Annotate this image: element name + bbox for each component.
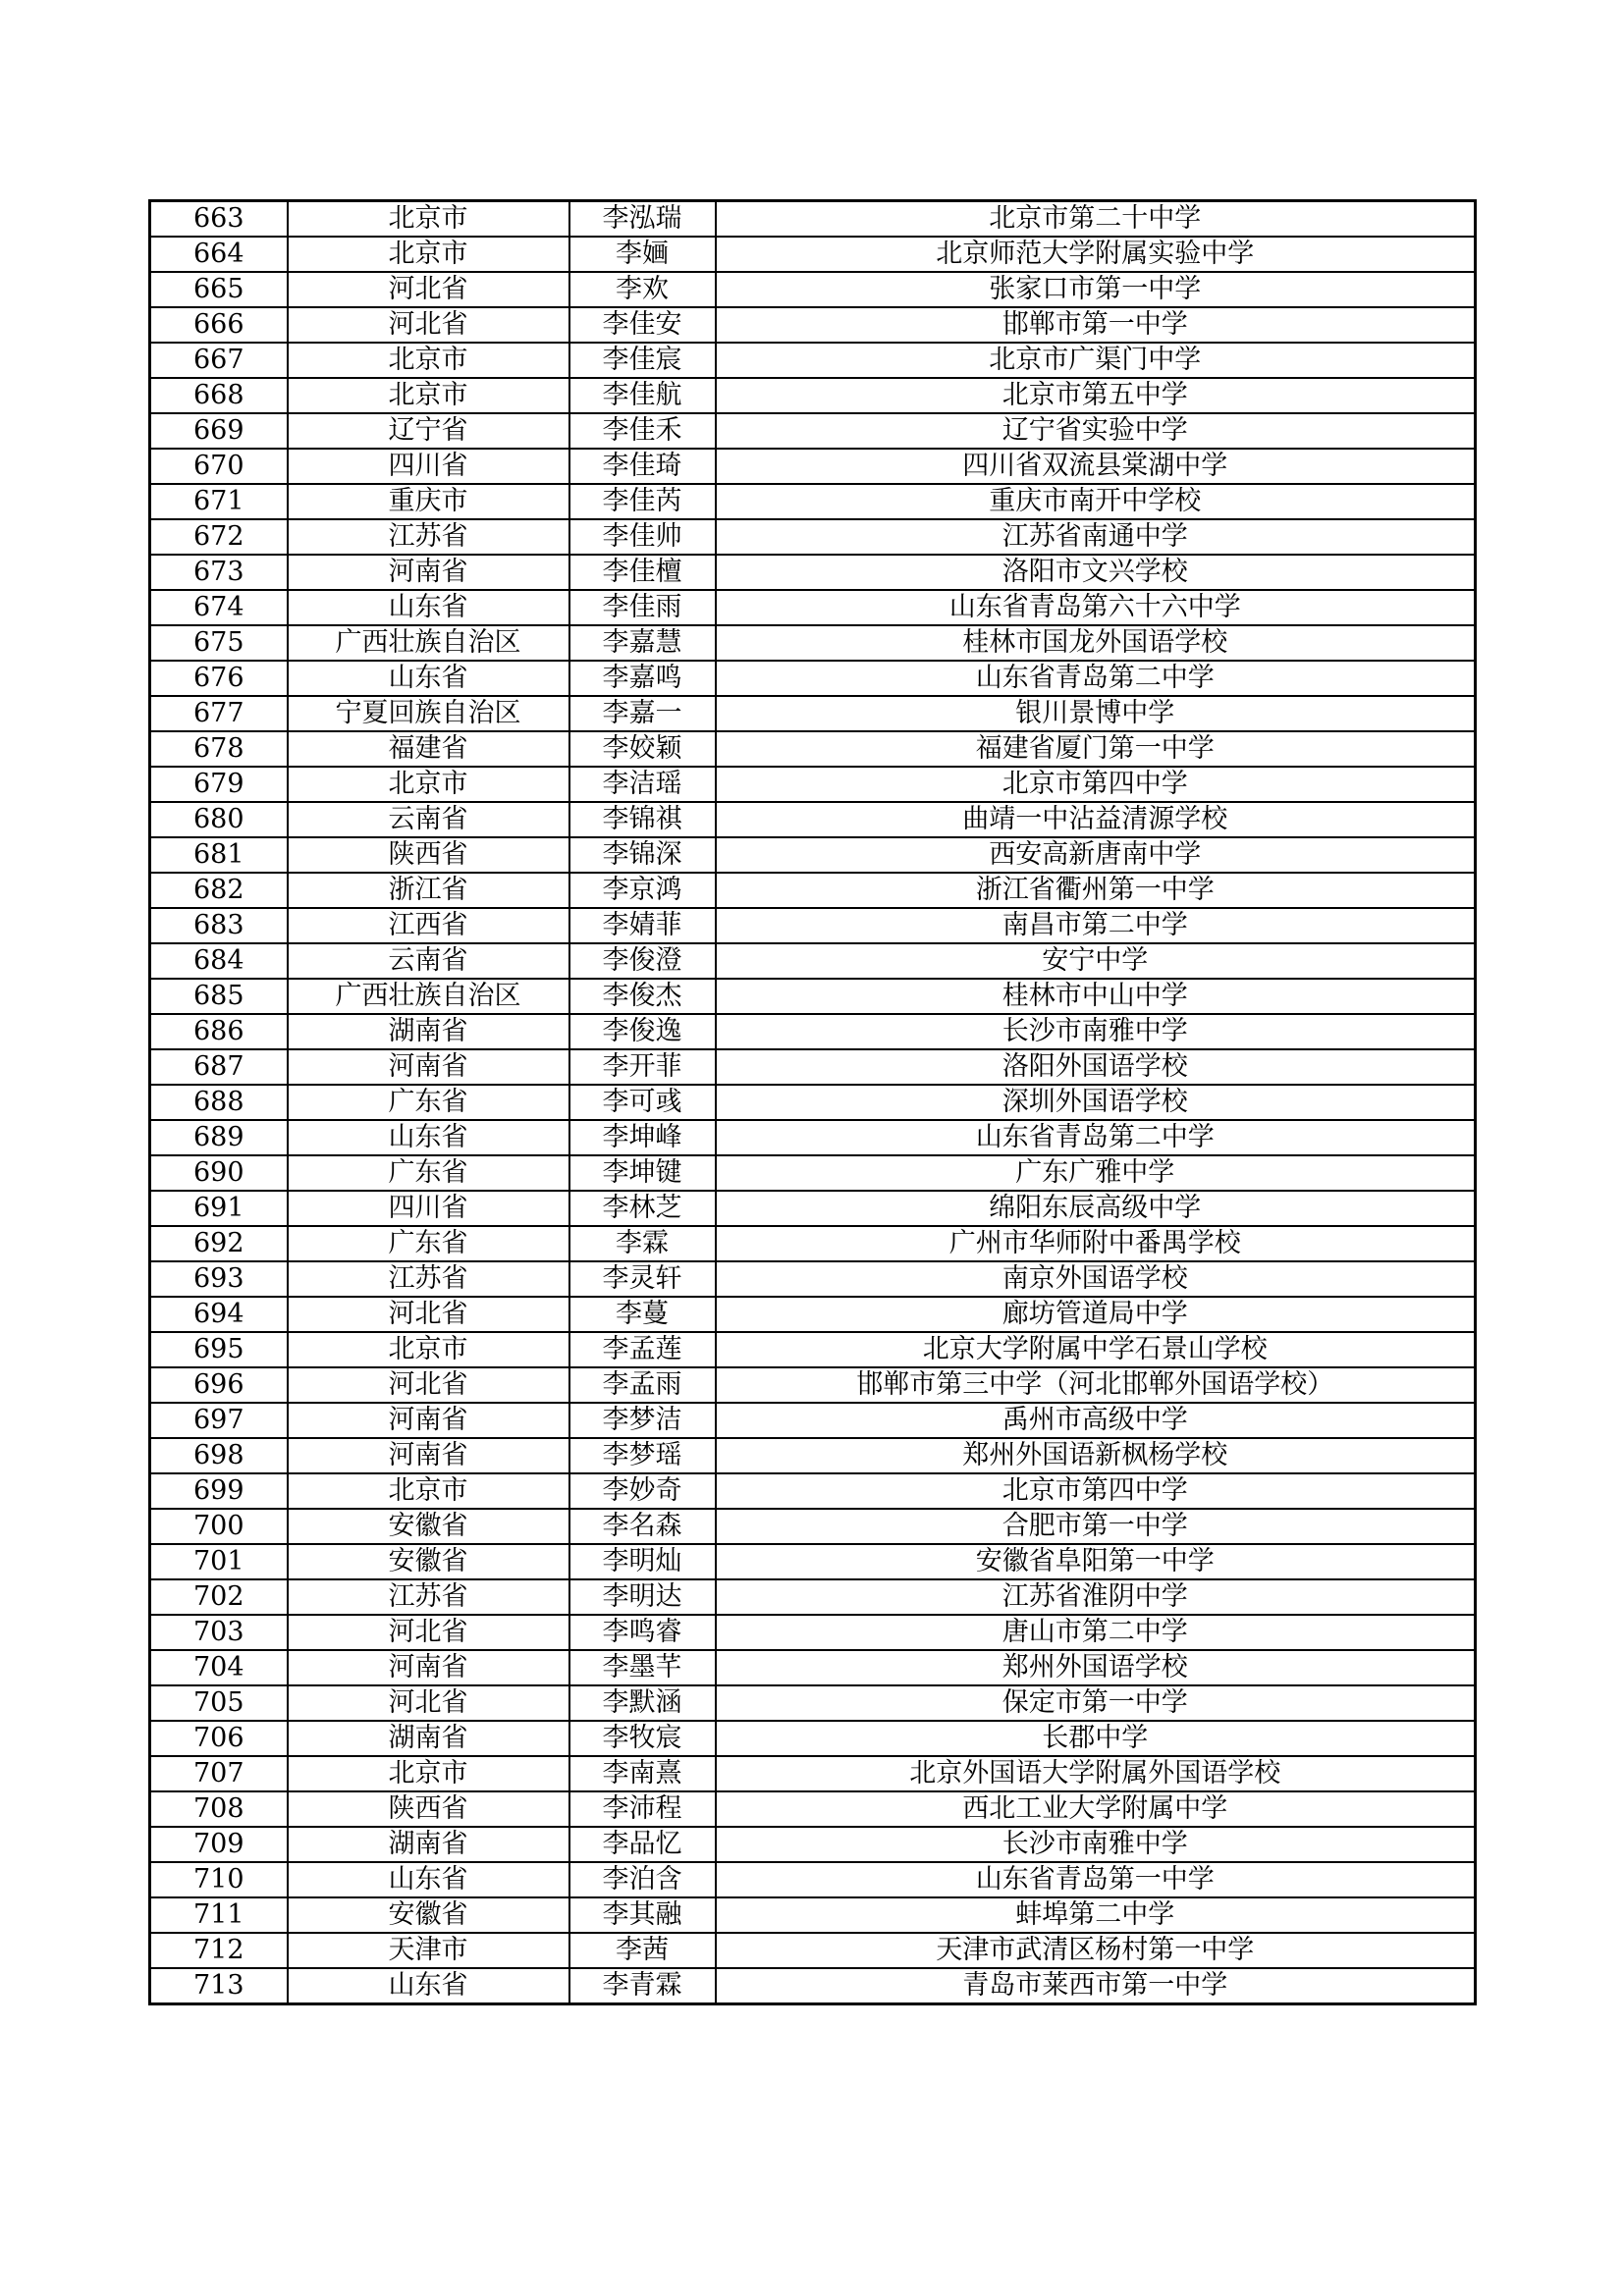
student-name-cell: 李佳芮 — [569, 484, 716, 519]
table-row — [150, 1650, 1476, 1685]
school-cell: 长沙市南雅中学 — [716, 1014, 1476, 1049]
school-cell: 唐山市第二中学 — [716, 1615, 1476, 1650]
table-row — [150, 237, 1476, 272]
row-number-cell: 679 — [150, 767, 288, 802]
student-name-cell: 李锦深 — [569, 837, 716, 873]
student-name-cell: 李其融 — [569, 1897, 716, 1933]
province-cell: 河北省 — [288, 1297, 569, 1332]
school-cell: 桂林市中山中学 — [716, 979, 1476, 1014]
table-row — [150, 1226, 1476, 1261]
province-cell: 辽宁省 — [288, 413, 569, 449]
student-name-cell: 李明达 — [569, 1579, 716, 1615]
row-number-cell: 666 — [150, 307, 288, 343]
province-cell: 江西省 — [288, 908, 569, 943]
table-row — [150, 1791, 1476, 1827]
row-number-cell: 671 — [150, 484, 288, 519]
student-name-cell: 李俊澄 — [569, 943, 716, 979]
student-name-cell: 李嘉一 — [569, 696, 716, 731]
row-number-cell: 663 — [150, 201, 288, 238]
table-row — [150, 343, 1476, 378]
table-row — [150, 1685, 1476, 1721]
row-number-cell: 708 — [150, 1791, 288, 1827]
province-cell: 山东省 — [288, 1120, 569, 1155]
roster-table-body — [150, 201, 1476, 2004]
table-row — [150, 1403, 1476, 1438]
row-number-cell: 681 — [150, 837, 288, 873]
row-number-cell: 705 — [150, 1685, 288, 1721]
row-number-cell: 690 — [150, 1155, 288, 1191]
province-cell: 河南省 — [288, 1650, 569, 1685]
province-cell: 浙江省 — [288, 873, 569, 908]
row-number-cell: 676 — [150, 661, 288, 696]
table-row — [150, 1085, 1476, 1120]
province-cell: 山东省 — [288, 590, 569, 625]
student-name-cell: 李洁瑶 — [569, 767, 716, 802]
student-name-cell: 李可彧 — [569, 1085, 716, 1120]
row-number-cell: 693 — [150, 1261, 288, 1297]
student-name-cell: 李南熹 — [569, 1756, 716, 1791]
student-name-cell: 李坤键 — [569, 1155, 716, 1191]
school-cell: 洛阳市文兴学校 — [716, 555, 1476, 590]
student-name-cell: 李京鸿 — [569, 873, 716, 908]
province-cell: 北京市 — [288, 1473, 569, 1509]
school-cell: 西安高新唐南中学 — [716, 837, 1476, 873]
province-cell: 安徽省 — [288, 1897, 569, 1933]
student-name-cell: 李泊含 — [569, 1862, 716, 1897]
row-number-cell: 712 — [150, 1933, 288, 1968]
province-cell: 宁夏回族自治区 — [288, 696, 569, 731]
student-name-cell: 李俊杰 — [569, 979, 716, 1014]
row-number-cell: 703 — [150, 1615, 288, 1650]
school-cell: 郑州外国语学校 — [716, 1650, 1476, 1685]
table-row — [150, 1473, 1476, 1509]
row-number-cell: 702 — [150, 1579, 288, 1615]
table-row — [150, 661, 1476, 696]
province-cell: 广西壮族自治区 — [288, 979, 569, 1014]
school-cell: 桂林市国龙外国语学校 — [716, 625, 1476, 661]
province-cell: 山东省 — [288, 661, 569, 696]
student-name-cell: 李明灿 — [569, 1544, 716, 1579]
province-cell: 河南省 — [288, 1438, 569, 1473]
student-name-cell: 李佳航 — [569, 378, 716, 413]
student-name-cell: 李坤峰 — [569, 1120, 716, 1155]
table-row — [150, 1261, 1476, 1297]
table-row — [150, 1897, 1476, 1933]
student-name-cell: 李蔓 — [569, 1297, 716, 1332]
student-name-cell: 李茜 — [569, 1933, 716, 1968]
roster-table — [148, 199, 1477, 2005]
student-name-cell: 李佳琦 — [569, 449, 716, 484]
school-cell: 安宁中学 — [716, 943, 1476, 979]
row-number-cell: 692 — [150, 1226, 288, 1261]
table-row — [150, 1756, 1476, 1791]
school-cell: 山东省青岛第一中学 — [716, 1862, 1476, 1897]
table-row — [150, 873, 1476, 908]
school-cell: 西北工业大学附属中学 — [716, 1791, 1476, 1827]
province-cell: 北京市 — [288, 1332, 569, 1367]
province-cell: 江苏省 — [288, 519, 569, 555]
school-cell: 北京市第二十中学 — [716, 201, 1476, 238]
row-number-cell: 704 — [150, 1650, 288, 1685]
row-number-cell: 665 — [150, 272, 288, 307]
student-name-cell: 李佳帅 — [569, 519, 716, 555]
student-name-cell: 李沛程 — [569, 1791, 716, 1827]
school-cell: 北京师范大学附属实验中学 — [716, 237, 1476, 272]
table-row — [150, 1615, 1476, 1650]
row-number-cell: 678 — [150, 731, 288, 767]
table-row — [150, 201, 1476, 238]
table-row — [150, 1297, 1476, 1332]
row-number-cell: 685 — [150, 979, 288, 1014]
student-name-cell: 李姣颖 — [569, 731, 716, 767]
table-row — [150, 413, 1476, 449]
school-cell: 山东省青岛第二中学 — [716, 661, 1476, 696]
province-cell: 北京市 — [288, 343, 569, 378]
school-cell: 北京市第四中学 — [716, 1473, 1476, 1509]
school-cell: 浙江省衢州第一中学 — [716, 873, 1476, 908]
school-cell: 青岛市莱西市第一中学 — [716, 1968, 1476, 2004]
student-name-cell: 李佳安 — [569, 307, 716, 343]
table-row — [150, 625, 1476, 661]
row-number-cell: 682 — [150, 873, 288, 908]
student-name-cell: 李佳宸 — [569, 343, 716, 378]
table-row — [150, 1332, 1476, 1367]
school-cell: 广东广雅中学 — [716, 1155, 1476, 1191]
province-cell: 河北省 — [288, 1367, 569, 1403]
student-name-cell: 李名森 — [569, 1509, 716, 1544]
school-cell: 张家口市第一中学 — [716, 272, 1476, 307]
table-row — [150, 1968, 1476, 2004]
table-row — [150, 484, 1476, 519]
row-number-cell: 698 — [150, 1438, 288, 1473]
row-number-cell: 664 — [150, 237, 288, 272]
student-name-cell: 李锦祺 — [569, 802, 716, 837]
row-number-cell: 683 — [150, 908, 288, 943]
province-cell: 北京市 — [288, 378, 569, 413]
row-number-cell: 689 — [150, 1120, 288, 1155]
row-number-cell: 713 — [150, 1968, 288, 2004]
province-cell: 四川省 — [288, 1191, 569, 1226]
province-cell: 山东省 — [288, 1968, 569, 2004]
province-cell: 云南省 — [288, 802, 569, 837]
student-name-cell: 李灵轩 — [569, 1261, 716, 1297]
row-number-cell: 699 — [150, 1473, 288, 1509]
table-row — [150, 1827, 1476, 1862]
school-cell: 江苏省南通中学 — [716, 519, 1476, 555]
row-number-cell: 709 — [150, 1827, 288, 1862]
student-name-cell: 李青霖 — [569, 1968, 716, 2004]
province-cell: 江苏省 — [288, 1261, 569, 1297]
row-number-cell: 670 — [150, 449, 288, 484]
school-cell: 南京外国语学校 — [716, 1261, 1476, 1297]
student-name-cell: 李鸣睿 — [569, 1615, 716, 1650]
school-cell: 安徽省阜阳第一中学 — [716, 1544, 1476, 1579]
row-number-cell: 675 — [150, 625, 288, 661]
row-number-cell: 686 — [150, 1014, 288, 1049]
province-cell: 河南省 — [288, 555, 569, 590]
school-cell: 长郡中学 — [716, 1721, 1476, 1756]
school-cell: 蚌埠第二中学 — [716, 1897, 1476, 1933]
school-cell: 山东省青岛第六十六中学 — [716, 590, 1476, 625]
province-cell: 北京市 — [288, 237, 569, 272]
table-row — [150, 1721, 1476, 1756]
student-name-cell: 李佳檀 — [569, 555, 716, 590]
student-name-cell: 李默涵 — [569, 1685, 716, 1721]
student-name-cell: 李嘉鸣 — [569, 661, 716, 696]
school-cell: 邯郸市第一中学 — [716, 307, 1476, 343]
school-cell: 南昌市第二中学 — [716, 908, 1476, 943]
province-cell: 河北省 — [288, 307, 569, 343]
row-number-cell: 674 — [150, 590, 288, 625]
province-cell: 北京市 — [288, 767, 569, 802]
row-number-cell: 687 — [150, 1049, 288, 1085]
school-cell: 广州市华师附中番禺学校 — [716, 1226, 1476, 1261]
row-number-cell: 710 — [150, 1862, 288, 1897]
table-row — [150, 378, 1476, 413]
school-cell: 保定市第一中学 — [716, 1685, 1476, 1721]
province-cell: 云南省 — [288, 943, 569, 979]
province-cell: 陕西省 — [288, 1791, 569, 1827]
province-cell: 湖南省 — [288, 1827, 569, 1862]
school-cell: 福建省厦门第一中学 — [716, 731, 1476, 767]
table-row — [150, 1544, 1476, 1579]
row-number-cell: 706 — [150, 1721, 288, 1756]
school-cell: 禹州市高级中学 — [716, 1403, 1476, 1438]
student-name-cell: 李嘉慧 — [569, 625, 716, 661]
student-name-cell: 李牧宸 — [569, 1721, 716, 1756]
school-cell: 郑州外国语新枫杨学校 — [716, 1438, 1476, 1473]
student-name-cell: 李林芝 — [569, 1191, 716, 1226]
province-cell: 四川省 — [288, 449, 569, 484]
school-cell: 廊坊管道局中学 — [716, 1297, 1476, 1332]
table-row — [150, 1862, 1476, 1897]
table-row — [150, 767, 1476, 802]
row-number-cell: 707 — [150, 1756, 288, 1791]
row-number-cell: 688 — [150, 1085, 288, 1120]
province-cell: 广西壮族自治区 — [288, 625, 569, 661]
table-row — [150, 837, 1476, 873]
school-cell: 辽宁省实验中学 — [716, 413, 1476, 449]
student-name-cell: 李品忆 — [569, 1827, 716, 1862]
student-name-cell: 李佳禾 — [569, 413, 716, 449]
table-row — [150, 555, 1476, 590]
student-name-cell: 李开菲 — [569, 1049, 716, 1085]
table-row — [150, 1367, 1476, 1403]
table-row — [150, 696, 1476, 731]
row-number-cell: 673 — [150, 555, 288, 590]
province-cell: 广东省 — [288, 1226, 569, 1261]
table-row — [150, 1049, 1476, 1085]
school-cell: 天津市武清区杨村第一中学 — [716, 1933, 1476, 1968]
province-cell: 河南省 — [288, 1049, 569, 1085]
school-cell: 山东省青岛第二中学 — [716, 1120, 1476, 1155]
student-name-cell: 李孟雨 — [569, 1367, 716, 1403]
row-number-cell: 691 — [150, 1191, 288, 1226]
row-number-cell: 694 — [150, 1297, 288, 1332]
province-cell: 安徽省 — [288, 1509, 569, 1544]
table-row — [150, 1438, 1476, 1473]
student-name-cell: 李泓瑞 — [569, 201, 716, 238]
school-cell: 北京外国语大学附属外国语学校 — [716, 1756, 1476, 1791]
province-cell: 河北省 — [288, 272, 569, 307]
table-row — [150, 307, 1476, 343]
table-row — [150, 449, 1476, 484]
row-number-cell: 677 — [150, 696, 288, 731]
table-row — [150, 731, 1476, 767]
table-row — [150, 1191, 1476, 1226]
student-name-cell: 李梦瑶 — [569, 1438, 716, 1473]
table-row — [150, 908, 1476, 943]
table-row — [150, 943, 1476, 979]
province-cell: 重庆市 — [288, 484, 569, 519]
table-row — [150, 979, 1476, 1014]
row-number-cell: 695 — [150, 1332, 288, 1367]
school-cell: 江苏省淮阴中学 — [716, 1579, 1476, 1615]
row-number-cell: 668 — [150, 378, 288, 413]
province-cell: 陕西省 — [288, 837, 569, 873]
table-row — [150, 272, 1476, 307]
row-number-cell: 697 — [150, 1403, 288, 1438]
province-cell: 安徽省 — [288, 1544, 569, 1579]
school-cell: 曲靖一中沾益清源学校 — [716, 802, 1476, 837]
row-number-cell: 711 — [150, 1897, 288, 1933]
province-cell: 河北省 — [288, 1685, 569, 1721]
province-cell: 天津市 — [288, 1933, 569, 1968]
table-row — [150, 1933, 1476, 1968]
school-cell: 四川省双流县棠湖中学 — [716, 449, 1476, 484]
student-name-cell: 李佳雨 — [569, 590, 716, 625]
province-cell: 广东省 — [288, 1155, 569, 1191]
student-name-cell: 李墨芊 — [569, 1650, 716, 1685]
table-row — [150, 1014, 1476, 1049]
row-number-cell: 680 — [150, 802, 288, 837]
student-name-cell: 李霖 — [569, 1226, 716, 1261]
table-row — [150, 519, 1476, 555]
row-number-cell: 669 — [150, 413, 288, 449]
table-row — [150, 1509, 1476, 1544]
province-cell: 福建省 — [288, 731, 569, 767]
table-row — [150, 802, 1476, 837]
school-cell: 北京市广渠门中学 — [716, 343, 1476, 378]
row-number-cell: 701 — [150, 1544, 288, 1579]
table-row — [150, 1120, 1476, 1155]
province-cell: 广东省 — [288, 1085, 569, 1120]
school-cell: 深圳外国语学校 — [716, 1085, 1476, 1120]
row-number-cell: 700 — [150, 1509, 288, 1544]
school-cell: 北京大学附属中学石景山学校 — [716, 1332, 1476, 1367]
student-name-cell: 李欢 — [569, 272, 716, 307]
school-cell: 重庆市南开中学校 — [716, 484, 1476, 519]
province-cell: 河北省 — [288, 1615, 569, 1650]
student-name-cell: 李婧菲 — [569, 908, 716, 943]
table-row — [150, 1579, 1476, 1615]
table-row — [150, 590, 1476, 625]
school-cell: 绵阳东辰高级中学 — [716, 1191, 1476, 1226]
school-cell: 合肥市第一中学 — [716, 1509, 1476, 1544]
school-cell: 长沙市南雅中学 — [716, 1827, 1476, 1862]
row-number-cell: 667 — [150, 343, 288, 378]
school-cell: 银川景博中学 — [716, 696, 1476, 731]
province-cell: 湖南省 — [288, 1014, 569, 1049]
province-cell: 山东省 — [288, 1862, 569, 1897]
school-cell: 北京市第四中学 — [716, 767, 1476, 802]
student-name-cell: 李婳 — [569, 237, 716, 272]
student-name-cell: 李梦洁 — [569, 1403, 716, 1438]
school-cell: 邯郸市第三中学（河北邯郸外国语学校） — [716, 1367, 1476, 1403]
student-name-cell: 李俊逸 — [569, 1014, 716, 1049]
province-cell: 北京市 — [288, 201, 569, 238]
row-number-cell: 696 — [150, 1367, 288, 1403]
province-cell: 湖南省 — [288, 1721, 569, 1756]
school-cell: 洛阳外国语学校 — [716, 1049, 1476, 1085]
table-row — [150, 1155, 1476, 1191]
province-cell: 河南省 — [288, 1403, 569, 1438]
student-name-cell: 李妙奇 — [569, 1473, 716, 1509]
row-number-cell: 684 — [150, 943, 288, 979]
province-cell: 北京市 — [288, 1756, 569, 1791]
row-number-cell: 672 — [150, 519, 288, 555]
student-name-cell: 李孟莲 — [569, 1332, 716, 1367]
province-cell: 江苏省 — [288, 1579, 569, 1615]
school-cell: 北京市第五中学 — [716, 378, 1476, 413]
